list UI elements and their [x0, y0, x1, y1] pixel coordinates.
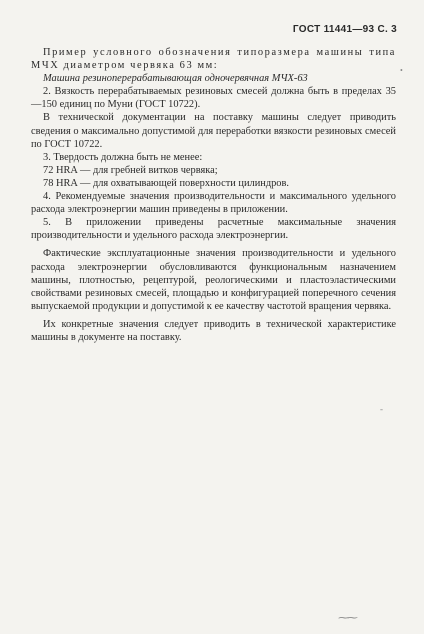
example-intro — [31, 46, 396, 72]
clause-3-item-1: 72 HRA — для гребней витков червяка; — [43, 164, 218, 176]
clause-2: 2. Вязкость перерабатываемых резиновых смесей должна быть в пределах 35—150 единиц по Муни (ГОСТ 10722). — [31, 86, 396, 111]
clause-3: 3. Твердость должна быть не менее: — [43, 151, 203, 163]
example-designation: Машина резиноперерабатывающая одночервячная МЧХ-63 — [43, 73, 308, 85]
document-body — [31, 46, 396, 344]
example-intro-text: Пример условного обозначения типоразмера машины типа МЧХ диаметром червяка 63 мм: — [31, 47, 396, 72]
clause-4: 4. Рекомендуемые значения производительности и максимального удельного расхода электроэнергии машин приведены в приложении. — [31, 191, 396, 216]
margin-dash: - — [380, 404, 383, 414]
clause-5: 5. В приложении приведены расчетные максимальные значения производительности и удельного расхода электроэнергии. — [31, 217, 396, 242]
clause-5-note: Фактические эксплуатационные значения производительности и удельного расхода электроэнергии обусловливаются функциональным назначением машины, плотностью, рецептурой, реологическими и пластоэластическими свойствами резиновых смесей, площадью и конфигурацией поперечного сечения выпускаемой продукции и допустимой к ее качеству частотой вращения червяка. — [31, 248, 396, 312]
clause-5-final: Их конкретные значения следует приводить в технической характеристике машины в документе на поставку. — [31, 318, 396, 343]
bottom-scribble: ⁓⁓ — [338, 612, 356, 624]
clause-3-item-2: 78 HRA — для охватывающей поверхности цилиндров. — [43, 177, 290, 189]
page-header: ГОСТ 11441—93 С. 3 — [292, 24, 397, 35]
clause-2-note: В технической документации на поставку машины следует приводить сведения о максимально допустимой для переработки вязкости резиновых смесей по ГОСТ 10722. — [31, 112, 396, 150]
margin-dot: • — [400, 66, 403, 75]
